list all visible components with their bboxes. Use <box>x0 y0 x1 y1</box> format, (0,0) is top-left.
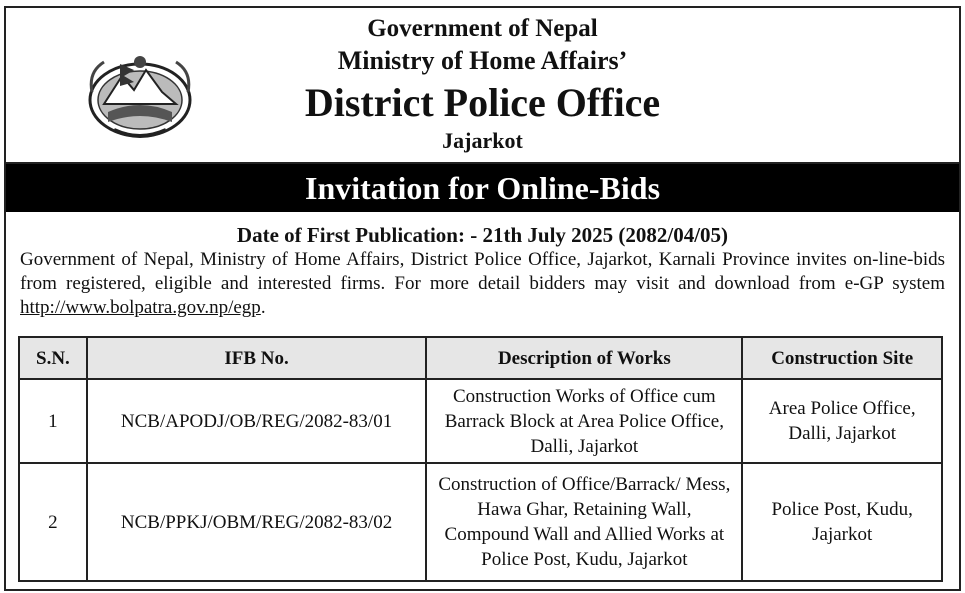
col-header-site: Construction Site <box>742 337 942 379</box>
notice-header <box>6 8 959 164</box>
publication-date: Date of First Publication: - 21th July 2025 (2082/04/05) <box>236 223 729 247</box>
notice-body-text: Government of Nepal, Ministry of Home Affairs, District Police Office, Jajarkot, Karnali Province invites on-line-bids from registered, eligible and interested firms. For more detail bidders may visit and download from e-GP system <box>20 249 945 294</box>
cell-ifb: NCB/PPKJ/OBM/REG/2082-83/02 <box>87 463 426 581</box>
header-line-ministry: Ministry of Home Affairs’ <box>337 46 628 75</box>
col-header-description: Description of Works <box>426 337 742 379</box>
egp-link[interactable]: http://www.bolpatra.gov.np/egp <box>20 297 261 318</box>
header-line-government: Government of Nepal <box>367 15 598 42</box>
table-row <box>19 379 942 463</box>
cell-site: Police Post, Kudu, Jajarkot <box>742 463 942 581</box>
header-line-district: Jajarkot <box>442 128 523 153</box>
header-line-office: District Police Office <box>304 80 661 125</box>
cell-description: Construction Works of Office cum Barrack Block at Area Police Office, Dalli, Jajarkot <box>426 379 742 463</box>
notice-banner: Invitation for Online-Bids <box>6 164 959 212</box>
notice-body <box>6 248 959 320</box>
bids-table <box>18 336 943 582</box>
col-header-ifb: IFB No. <box>87 337 426 379</box>
notice-body-end: . <box>260 297 266 318</box>
table-row <box>19 463 942 581</box>
cell-site: Area Police Office, Dalli, Jajarkot <box>742 379 942 463</box>
notice-page <box>4 6 961 591</box>
cell-ifb: NCB/APODJ/OB/REG/2082-83/01 <box>87 379 426 463</box>
cell-sn: 1 <box>19 379 87 463</box>
cell-sn: 2 <box>19 463 87 581</box>
col-header-sn: S.N. <box>19 337 87 379</box>
cell-description: Construction of Office/Barrack/ Mess, Hawa Ghar, Retaining Wall, Compound Wall and Allied Works at Police Post, Kudu, Jajarkot <box>426 463 742 581</box>
table-header-row <box>19 337 942 379</box>
